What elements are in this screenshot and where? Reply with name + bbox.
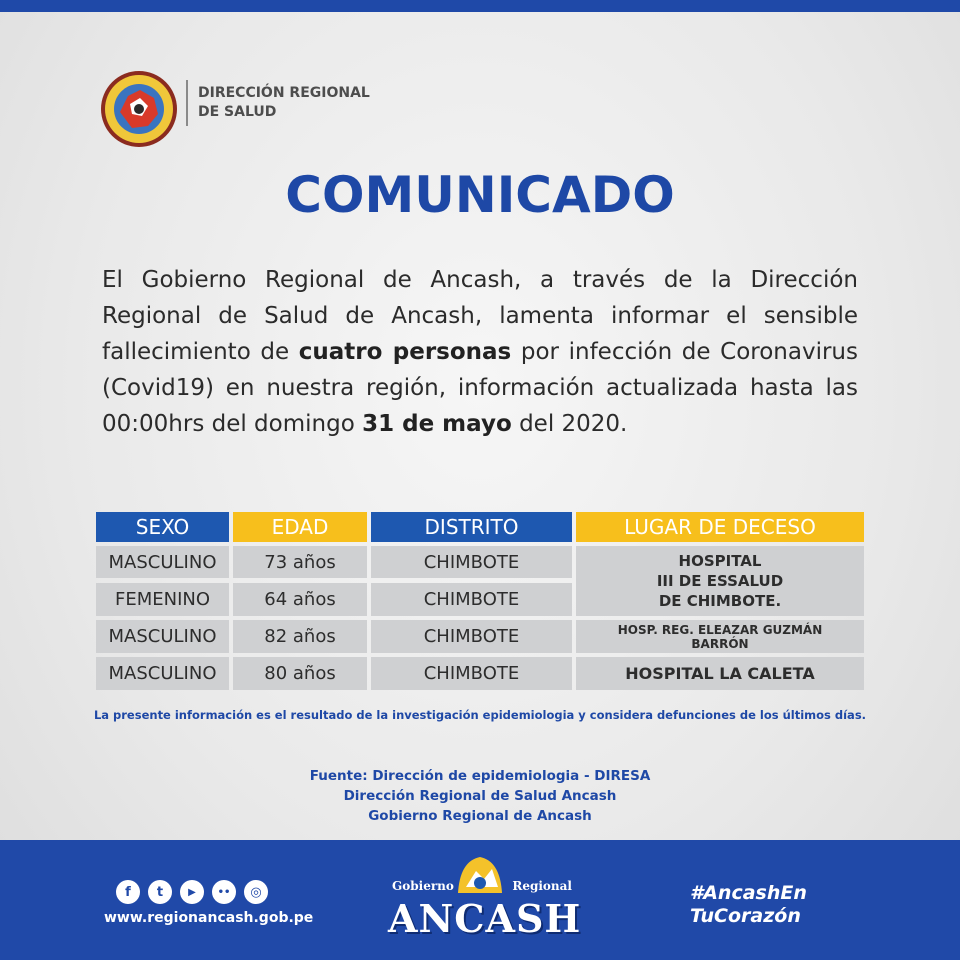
cell-lugar-3: HOSPITAL LA CALETA [576, 657, 864, 690]
footnote: La presente información es el resultado de la investigación epidemiologia y considera defunciones de los últimos días. [93, 708, 867, 722]
hashtag-line1: #AncashEn [690, 882, 807, 904]
youtube-icon[interactable]: ▶ [180, 880, 204, 904]
brand-regional: Regional [512, 879, 572, 893]
brand-top [392, 879, 572, 893]
cell-lugar-1 [576, 546, 864, 616]
instagram-icon[interactable]: ◎ [244, 880, 268, 904]
brand-ancash: ANCASH [388, 896, 582, 941]
facebook-icon[interactable]: f [116, 880, 140, 904]
header-edad: EDAD [233, 512, 367, 542]
cell-edad-1: 73 años [233, 546, 367, 578]
source-line3: Gobierno Regional de Ancash [368, 808, 592, 824]
flickr-icon[interactable]: •• [212, 880, 236, 904]
header-lugar: LUGAR DE DECESO [576, 512, 864, 542]
brand-gobierno: Gobierno [392, 879, 454, 893]
header-distrito: DISTRITO [371, 512, 572, 542]
lugar-2-line1: HOSP. REG. ELEAZAR GUZMÁN [617, 622, 823, 637]
org-name [198, 84, 398, 122]
text-bold-2: 31 de mayo [362, 411, 512, 437]
twitter-icon[interactable]: t [148, 880, 172, 904]
lugar-1-line3: DE CHIMBOTE. [658, 592, 782, 610]
hashtag [690, 882, 870, 928]
cell-distrito-1: CHIMBOTE [371, 546, 572, 578]
text-part-3: del 2020. [511, 411, 628, 437]
org-name-line1: DIRECCIÓN REGIONAL [198, 85, 370, 101]
text-bold-1: cuatro personas [298, 339, 512, 365]
page-title: COMUNICADO [285, 166, 675, 224]
hashtag-line2: TuCorazón [690, 905, 801, 927]
social-links [116, 880, 268, 904]
org-name-line2: DE SALUD [198, 104, 277, 120]
cell-sexo-2: FEMENINO [96, 583, 229, 616]
header-sexo: SEXO [96, 512, 229, 542]
cell-edad-3: 82 años [233, 620, 367, 653]
cell-sexo-3: MASCULINO [96, 620, 229, 653]
cell-distrito-2: CHIMBOTE [371, 583, 572, 616]
source-line2: Dirección Regional de Salud Ancash [343, 788, 617, 804]
cell-distrito-4: CHIMBOTE [371, 657, 572, 690]
diresa-seal-logo [100, 70, 178, 148]
lugar-1-line1: HOSPITAL [678, 552, 762, 570]
lugar-1-line2: III DE ESSALUD [656, 572, 784, 590]
logo-divider [186, 80, 188, 126]
cell-edad-2: 64 años [233, 583, 367, 616]
announcement-text [102, 262, 858, 442]
source-block [0, 766, 960, 826]
text-part-2: por infección de Coronavirus (Covid19) en nuestra región, información actualizada hasta las 00:00hrs del domingo [102, 339, 858, 437]
cell-edad-4: 80 años [233, 657, 367, 690]
cell-sexo-1: MASCULINO [96, 546, 229, 578]
lugar-2-line2: BARRÓN [691, 636, 749, 651]
source-line1: Fuente: Dirección de epidemiologia - DIRESA [309, 768, 651, 784]
top-bar [0, 0, 960, 12]
text-part-1: El Gobierno Regional de Ancash, a través de la Dirección Regional de Salud de Ancash, lamenta informar el sensible fallecimiento de [102, 267, 858, 365]
cell-distrito-3: CHIMBOTE [371, 620, 572, 653]
website-link[interactable]: www.regionancash.gob.pe [104, 910, 314, 926]
cell-sexo-4: MASCULINO [96, 657, 229, 690]
cell-lugar-2 [576, 620, 864, 653]
